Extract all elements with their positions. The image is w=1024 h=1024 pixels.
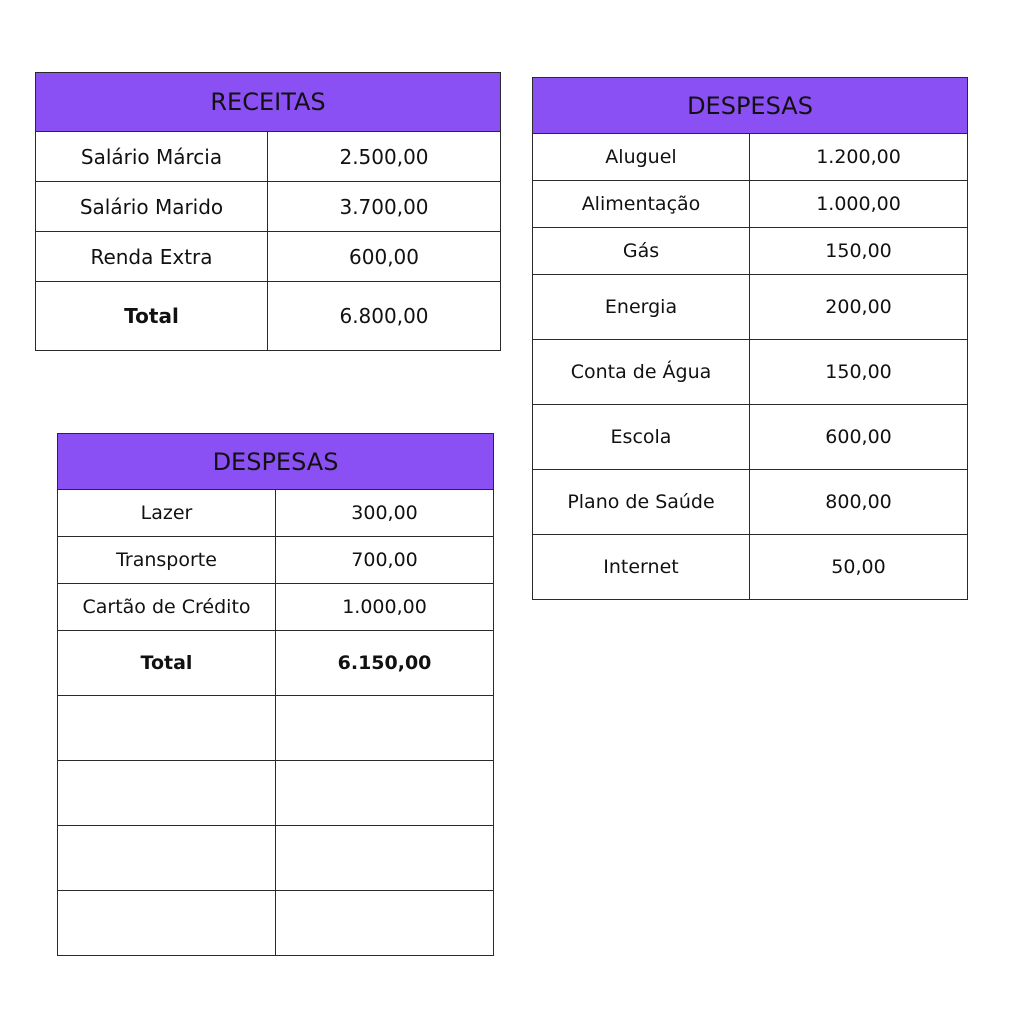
row-label: Escola <box>533 405 750 470</box>
row-label: Alimentação <box>533 181 750 228</box>
row-value: 1.200,00 <box>750 134 968 181</box>
row-value: 300,00 <box>276 490 494 537</box>
despesas-left-title: DESPESAS <box>58 434 494 490</box>
row-label: Plano de Saúde <box>533 470 750 535</box>
total-row <box>36 282 501 351</box>
table-row <box>533 228 968 275</box>
row-label: Transporte <box>58 537 276 584</box>
empty-row <box>58 761 494 826</box>
row-value: 700,00 <box>276 537 494 584</box>
empty-cell <box>276 761 494 826</box>
table-row <box>58 584 494 631</box>
table-row <box>36 132 501 182</box>
table-row <box>533 340 968 405</box>
row-value: 200,00 <box>750 275 968 340</box>
receitas-title: RECEITAS <box>36 73 501 132</box>
table-row <box>533 405 968 470</box>
row-value: 3.700,00 <box>268 182 501 232</box>
table-row <box>36 182 501 232</box>
table-row <box>58 490 494 537</box>
row-label: Cartão de Crédito <box>58 584 276 631</box>
row-label: Internet <box>533 535 750 600</box>
row-label: Renda Extra <box>36 232 268 282</box>
row-value: 1.000,00 <box>750 181 968 228</box>
total-value: 6.150,00 <box>276 631 494 696</box>
total-row <box>58 631 494 696</box>
row-label: Lazer <box>58 490 276 537</box>
empty-cell <box>58 826 276 891</box>
empty-cell <box>58 696 276 761</box>
total-label: Total <box>36 282 268 351</box>
row-value: 600,00 <box>750 405 968 470</box>
empty-row <box>58 696 494 761</box>
empty-cell <box>58 891 276 956</box>
row-value: 600,00 <box>268 232 501 282</box>
table-row <box>533 275 968 340</box>
table-row <box>533 134 968 181</box>
row-value: 1.000,00 <box>276 584 494 631</box>
empty-cell <box>276 826 494 891</box>
table-row <box>533 470 968 535</box>
despesas-left-table <box>57 433 494 956</box>
row-label: Salário Marido <box>36 182 268 232</box>
row-label: Gás <box>533 228 750 275</box>
empty-cell <box>58 761 276 826</box>
despesas-right-table <box>532 77 968 600</box>
row-value: 50,00 <box>750 535 968 600</box>
row-value: 2.500,00 <box>268 132 501 182</box>
table-row <box>533 535 968 600</box>
row-value: 800,00 <box>750 470 968 535</box>
row-value: 150,00 <box>750 340 968 405</box>
total-value: 6.800,00 <box>268 282 501 351</box>
empty-row <box>58 826 494 891</box>
row-label: Conta de Água <box>533 340 750 405</box>
row-value: 150,00 <box>750 228 968 275</box>
empty-row <box>58 891 494 956</box>
receitas-table <box>35 72 501 351</box>
table-row <box>533 181 968 228</box>
despesas-right-title: DESPESAS <box>533 78 968 134</box>
total-label: Total <box>58 631 276 696</box>
table-row <box>36 232 501 282</box>
row-label: Energia <box>533 275 750 340</box>
row-label: Salário Márcia <box>36 132 268 182</box>
row-label: Aluguel <box>533 134 750 181</box>
empty-cell <box>276 891 494 956</box>
table-row <box>58 537 494 584</box>
empty-cell <box>276 696 494 761</box>
